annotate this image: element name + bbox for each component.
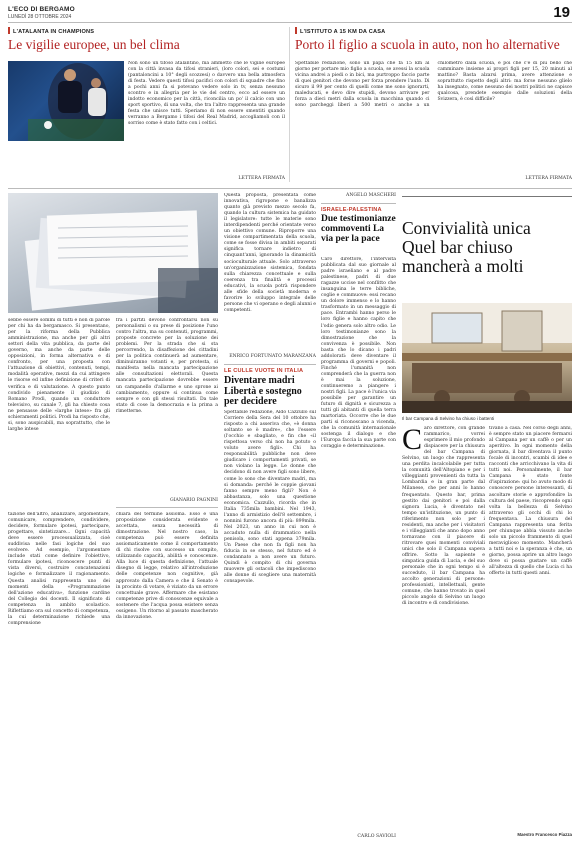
papers-photo <box>8 193 218 313</box>
letter-kicker: LE CULLE VUOTE IN ITALIA <box>224 368 304 374</box>
letter-body: Caro direttore, l'intervista pubblicata dal suo giornale al padre israeliano e al padre palestinese, padri di due ragazze uccise nel conflitto che insanguina le terre bibliche, coglie e commuove: essi recano un dolore immenso e lo hanno trasformato in un messaggio di pace. Entrambi hanno perso le loro figlie e hanno capito che l'odio genera solo altro odio. Le loro testimonianze sono la dimostrazione che la convivenza è possibile. Non basta che lo dicano i padri addolorati: deve diventare il programma di governi e popoli. Finché l'umanità non comprenderà che la guerra non è mai la soluzione, continueremo a piangere i nostri figli. La pace è l'unica via possibile per garantire un futuro di dignità e sicurezza a tutti gli abitanti di quella terra martoriata. Occorre che le due parti si riconoscano a vicenda, che la comunità internazionale sostenga il dialogo e che l'Europa faccia la sua parte con coraggio e determinazione. <box>321 257 396 450</box>
bar-interior-image <box>402 303 572 413</box>
section-rule <box>321 203 396 204</box>
newspaper-name: L'ECO DI BERGAMO <box>8 6 75 13</box>
bar-photo <box>402 303 572 413</box>
soccer-photo <box>8 61 124 141</box>
documents-stack-image <box>8 193 218 313</box>
photo-caption: Il bar Campana di Selvino ha chiuso i battenti <box>402 416 495 421</box>
letter-body: Non sono un tifoso atalantino, ma ammetto che le vigilie europee con la città invasa da tifosi stranieri, (loro colori, sei e costumi (pantaloncini a 10° degli scozzesi) o davvero una bella atmosfera di festa. Vedere questi tifosi pacifici con colori di squadre che fino a pochi anni fa si potevano vedere solo in tv, senza nessuno scontro e in allegria per le vie del centro, ecco ad essere un indotto economico per la città, riconcilia un po' il calcio con uno sport sportivo, di una volta, che tra l'altro rappresenta una grande festa che unisce tutti. Speriamo di non essere smentiti quando verranno a Bergamo i tifosi del Real Madrid, accogliamoli con il sorriso come è stato fatto con i celtici. <box>128 61 285 127</box>
letter-body: Spettabile redazione, sono un papà che fa 15 km al giorno per portare mio figlio a scuola, se avessi la scuola vicina andrei a piedi o in bici, ma purtroppo faccio parte di quei genitori che devono per forza prendere l'auto. Di sicuro il 99 per cento di quelli come me sono ignorarti, maleducati, e devo dire stupidi, devono arrivare per forza a dieci metri dalla scuola in macchina quando ci sono parcheggi liberi a 500 metri o anche a un chilometro dalla scuola, e poi che c'è di più bello che camminare insieme ai propri figli per 15, 20 minuti al mattino? Basta alzarsi prima, avere attenzione e soprattutto rispetto degli altri: ma forse nessuno glielo ha insegnato, come nessuno dei nostri politici ne capisce qualcosa, prendete esempio dalle soluzioni della Svizzera, è così difficile? <box>295 61 572 109</box>
letter-signature: LETTERA FIRMATA <box>238 176 285 181</box>
letter-kicker: L'ATALANTA IN CHAMPIONS <box>8 27 285 35</box>
section-rule <box>8 188 572 189</box>
article-body-col2: tivano a casa. Nel corso degli anni, è sempre stato un piacere fermarsi al Campana per un caffè o per un aperitivo. In ogni momento della giornata, il bar diventava il punto focale di incontri, scambi di idee e racconti che arricchivano la vita di tutti noi. Personalmente, il bar Campana è stato fonte d'ispirazione: qui ho avuto modo di conoscere persone interessanti, di ascoltare storie e approfondire la cultura del paese, riscoprendo ogni volta la bellezza di Selvino attraverso gli occhi di chi lo frequentava. La chiusura del Campana rappresenta una ferita per chiunque abbia vissuto anche solo un piccolo frammento di quel meraviglioso momento. Mancherà a tutti noi e la speranza è che, un giorno, possa aprire un altro luogo dove si possa gustare un caffè all'altezza di quello che Lucia ci ha offerto in tutti questi anni. <box>489 426 572 577</box>
letter-kicker: L'ISTITUTO A 15 KM DA CASA <box>295 27 572 35</box>
letter-politics-col1: sebbe essere sommi di tutti e non di parole per chi ha da bergamasco. Si presentano, per la riforma della Pubblica amministrazione, ma anche per gli altri settori della vita pubblica, da parte del governo, ma anche da parte delle opposizioni, in forma alternativa e di confronto, per una proposta con l'attuazione di obiettivi, contenuti, tempi, modalità operative, mezzi da cui attingere le risorse ed infine definizione di criteri di verifica e di valutazione. A questo punto condivido pienamente il giudizio di Romano Prodi, quando un conduttore televisivo, su canale 7, gli ha chiesto cosa ne pensasse delle «larghe intese» fra gli schieramenti politici. Prodi ha risposto che, si, sono auspicabili, ma soprattutto, che le larghe intese <box>8 318 110 432</box>
drop-cap: C <box>402 426 423 456</box>
issue-date: LUNEDÌ 28 OTTOBRE 2024 <box>8 14 72 20</box>
article-body-col1: Caro direttore, con grande rammarico, vorrei esprimere il mio profondo dispiacere per la chiusura del bar Campana di Selvino, un luogo che rappresenta una perdita incalcolabile per tutta la comunità dell'Altopiano e per i villeggianti provenienti da tutta la Lombardia e in gran parte dal Milanese, che per anni lo hanno frequentato. Questo bar, prima gestito dai genitori e poi dalla signora Lucia, è diventato nel tempo un'istituzione, un punto di riferimento non solo per i residenti, ma anche per i visitatori e i villeggianti che anno dopo anno tornavano con il piacere di ritrovare quei momenti conviviali unici che solo il Campana sapeva offrire. Sotto la sapiente e simpatica guida di Lucia, e del suo personale che in ogni tempo si è succeduto, il bar Campana ha accolto generazioni di persone: professionisti, intellettuali, gente comune, che hanno trovato in quel piccolo angolo di Selvino un luogo di incontro e di condivisione. <box>402 426 485 607</box>
letter-signature: GIANARIO PAGNINI <box>170 498 218 503</box>
article-signature: Maestro Francesco Piazza <box>517 832 572 837</box>
kicker-bar <box>295 27 297 34</box>
letter-signature: LETTERA FIRMATA <box>525 176 572 181</box>
letter-atalanta <box>8 27 285 185</box>
title-line: Convivialità unica <box>402 218 531 238</box>
letter-israel <box>321 207 396 245</box>
letter-skills-col3: Questa proposta, presentata come innovativa, rigropone e banalizza quanto già previsto mezzo secolo fa, quando la cultura sistemica ha guidato il legislatore: tutte le materie sono interdipendenti perché orientate verso un obiettivo comune. Riproporre una visione compartimentata della scuola, come se fosse divisa in ambiti separati significa tornare indietro di cinquant'anni, ignorando la dinamicità socioculturale attuale. Solo attraverso un'organizzazione sistemica, fondata sulla chiarezza concettuale e sulla coerenza tra finalità e processi educativi, la scuola potrà rispondere alle sfide della società moderna e favorire lo sviluppo integrale delle persone che vi operano e degli alunni e competenti. <box>224 193 316 313</box>
title-line: Quel bar chiuso <box>402 237 513 257</box>
letter-signature: ANGELO MASCHERI <box>346 193 396 198</box>
section-rule <box>224 364 316 365</box>
article-title <box>402 219 572 276</box>
letter-politics-col2: fra i partiti devono confrontarsi non su personalismi o su prese di posizione l'uno contro l'altra, ma su contenuti, programmi, proposte concrete per la soluzione dei problemi. Per la strada che si sta percorrendo, la disaffezione dei cittadini per la politica continuerà ad aumentare, diminuiranno votanti e, per protesta, si manifesta nella mancata partecipazione alle consultazioni elettorali. Questa mancata partecipazione dovrebbe essere un campanello d'allarme e uno sprone ai cambiamento, oppure si continua come sempre e con gli stessi risultati. Da tale stato di cose la democrazia e la prima a rimetterne. <box>116 318 218 414</box>
letter-skills-col1: tazione dell'altro, analizzare, argomentare, comunicare, comprendere, condividere, decidere, formulare ipotesi, partecipare, progettare, sintetizzare... Ogni capacità deve essere processualizzata, cioè suddivisa nelle fasi logiche del suo evolvere. Ad esempio, l'argomentare include stati come definire l'obiettivo, formulare ipotesi, riconoscere punti di vista diversi, costruire concatenazioni logiche e formalizzare il ragionamento. Questa analisi rappresenta uno dei momenti della «Programmazione dell'azione educativa», funzione cardine del Collegio dei docenti. Il significato di competenza in ambito scolastico. Riflettiamo ora sul concetto di competenza, la cui determinazione richiede una comprensione <box>8 512 110 626</box>
header-rule <box>8 22 572 23</box>
letter-title: Diventare madri Libertà e sostegno per decidere <box>224 375 302 407</box>
title-line: mancherà a molti <box>402 256 524 276</box>
kicker-bar <box>8 27 10 34</box>
letter-body: Spettabile redazione, Aldo Cazzullo sul Corriere della Sera del 10 ottobre ha risposto a chi asseriva che, «è donna soltanto se è madre», che l'essere (l'occhio e sbagliato, e fin che «il rispettosa verso chi non ha potuto o voluto avere figli». Chi ha responsabilità pubbliche non deve giudicare i comportamenti privati, se non violano la legge. Le donne che decidono di non avere figli sono libere, come lo sono che diventare madri, ma si domanda: perché le coppie giovani fanno sempre meno figli? Non è abbastanza, solo una questione economica. Cazzullo, ricorda che in Italia 735mila bambini. Nel 1943, l'anno di armistizio dell'8 settembre, i nonnini furono ancora di più: 899mila. Nel 2023, un anno in cui non è accaduto nulla di drammatico nella penisola, sono stati appena 379mila. Un Paese che non fa figli non ha fiducia in se stesso, nel futuro ed è condannato a non avere un futuro. Quindi è compito di chi governa muovere gli ostacoli che impediscono alle donne di scegliere una maternità consapevole. <box>224 410 316 585</box>
letter-skills-col2: chiara del termine assioma. Esso è una proposizione considerata evidente e accettata, senza necessità di dimostrazione. Nel nostro caso, la competenza può essere definita assiomaticamente come il comportamento di chi risolve con successo un compito, utilizzando capacità, abilità e conoscenze. Alla luce di questa definizione, l'attuale disegno di legge, relativo all'introduzione delle competenze non cognitive, già approvato dalla Camera e che il Senato è in procinto di votare, è viziato da un errore concettuale grave. Affermare che esistano competenze prive di conoscenze equivale a sostenere che l'acqua possa esistere senza ossigeno. Un ritorno al passato mascherato da innovazione. <box>116 512 218 620</box>
letter-title: Porto il figlio a scuola in auto, non ho alternative <box>295 37 560 52</box>
section-rule <box>116 507 218 508</box>
page-number: 19 <box>553 4 570 21</box>
column-divider <box>289 27 290 182</box>
soccer-players-image <box>8 61 124 141</box>
main-article <box>402 196 572 276</box>
letter-motherhood <box>224 368 316 408</box>
letter-signature: CARLO SAVIOLI <box>357 834 396 839</box>
letter-signature: ENRICO FORTUNATO MARANZANA <box>229 354 316 359</box>
letter-school <box>295 27 572 185</box>
letter-kicker: ISRAELE-PALESTINA <box>321 207 382 213</box>
letter-title: Le vigilie europee, un bel clima <box>8 37 180 52</box>
letter-title: Due testimonianze commoventi La via per la pace <box>321 214 396 244</box>
